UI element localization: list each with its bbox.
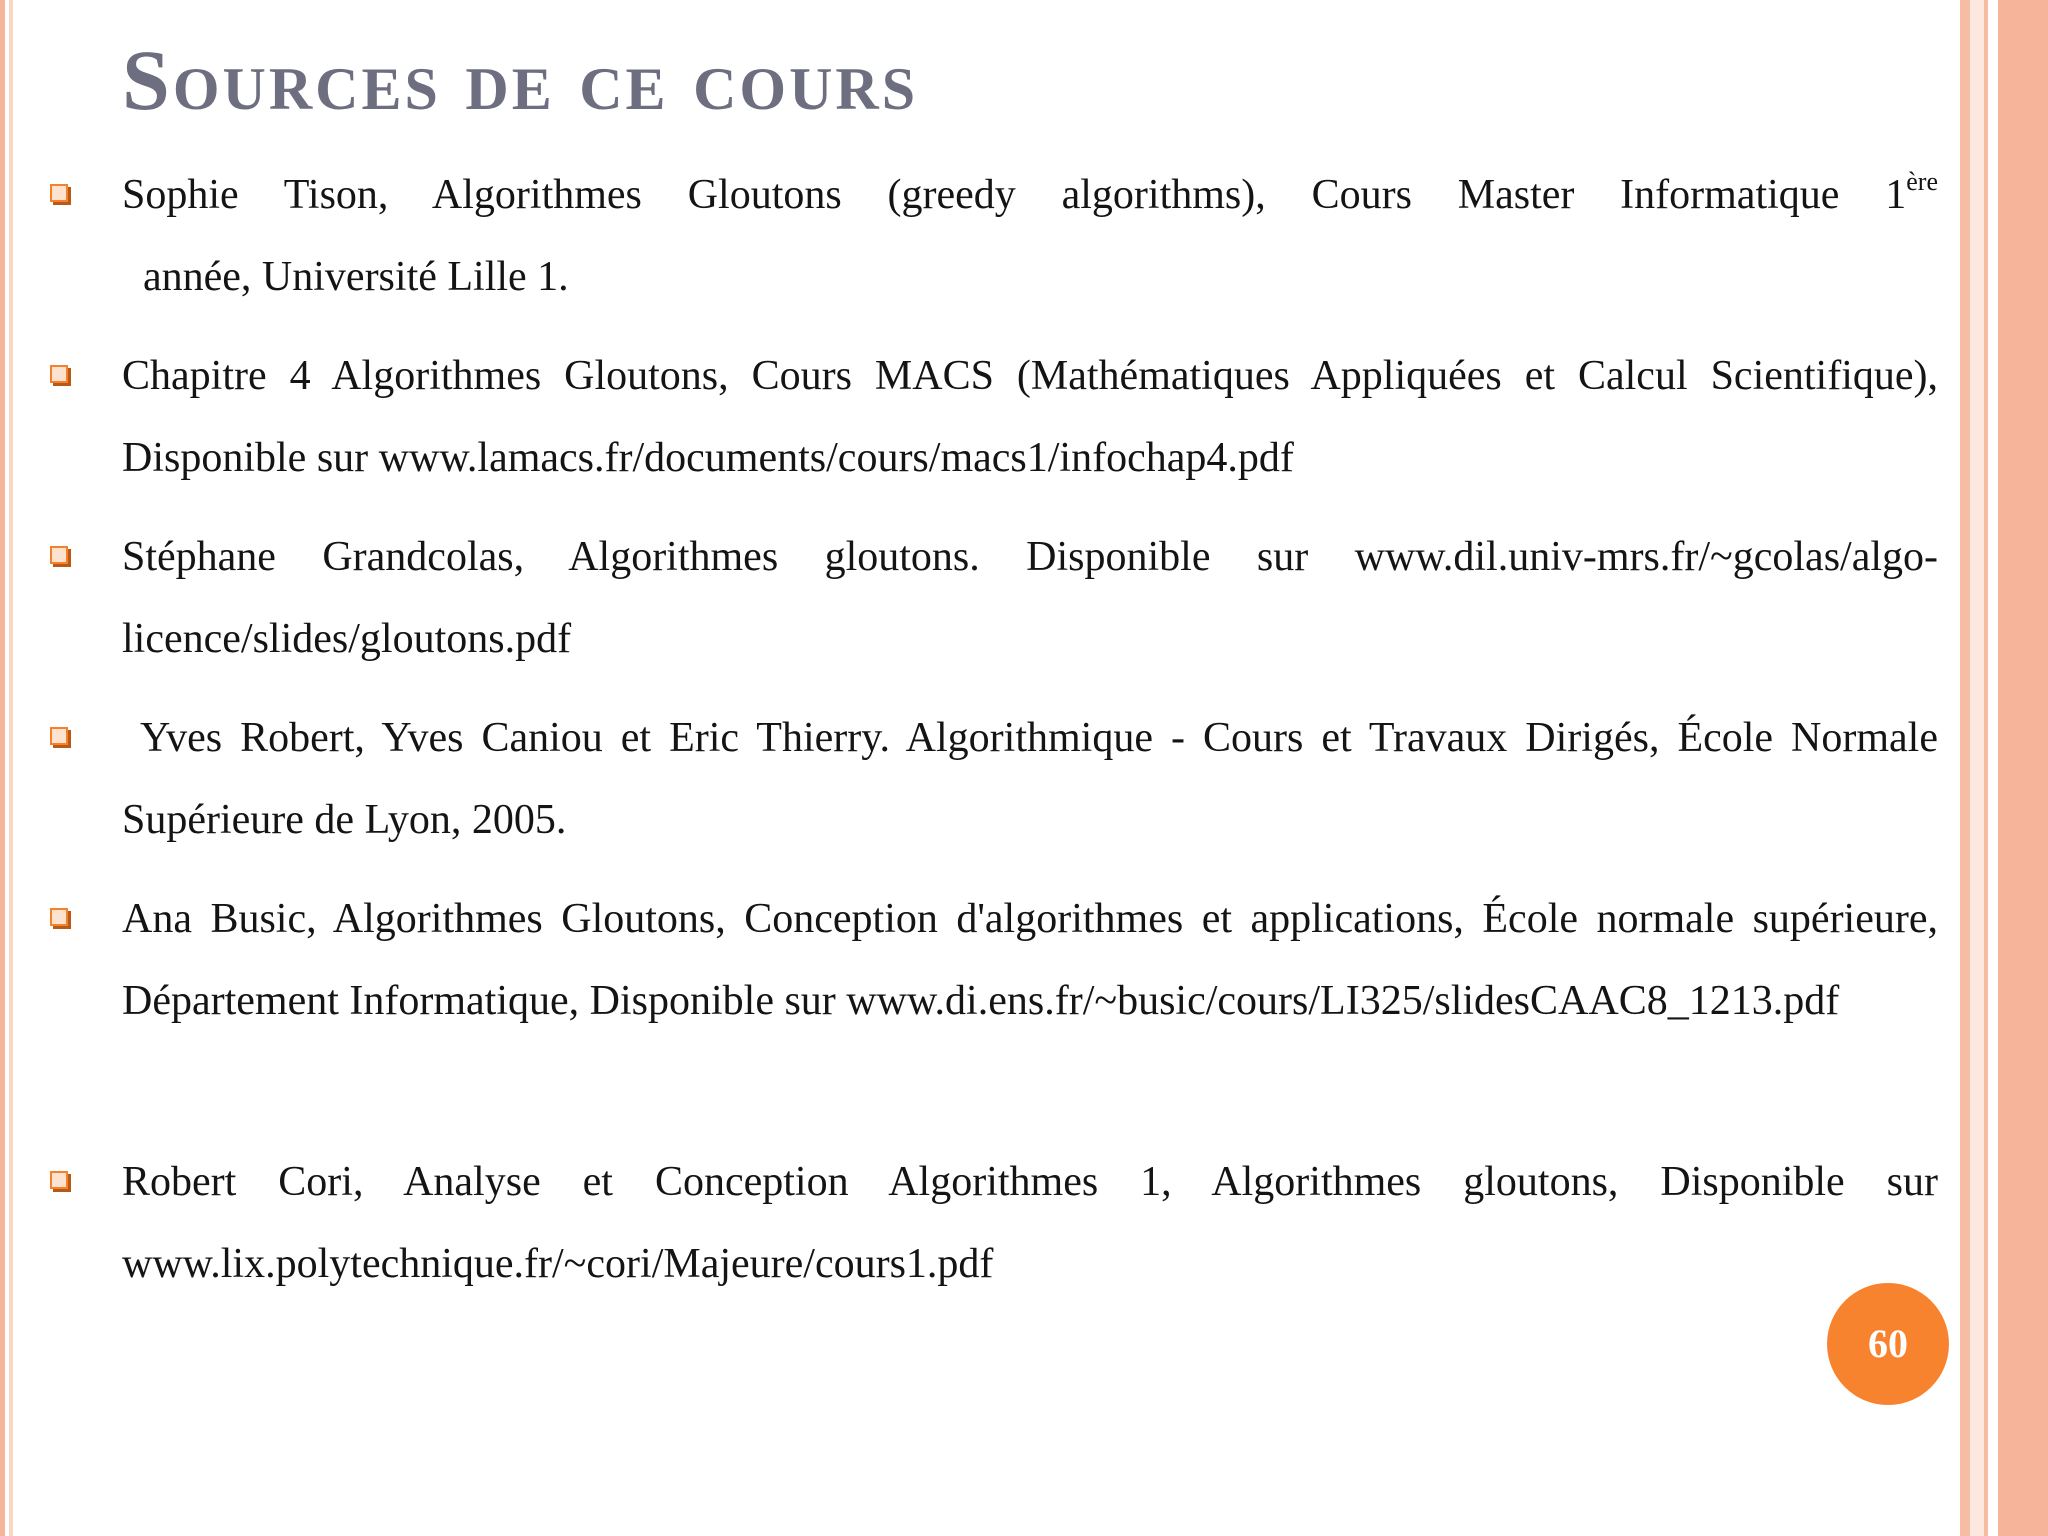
right-border-gap (1988, 0, 1998, 1536)
reference-text: année, Université Lille 1. (122, 254, 569, 300)
right-border-band (1998, 0, 2048, 1536)
reference-text: Chapitre 4 Algorithmes Gloutons, Cours MACS (Mathématiques Appliquées et Calcul Scientifique), Disponible sur www.lamacs.fr/documents/cours/macs1/infochap4.pdf (122, 353, 1938, 481)
left-border-stripe-inner (9, 0, 13, 1536)
reference-text: Robert Cori, Analyse et Conception Algorithmes 1, Algorithmes gloutons, Disponible sur www.lix.polytechnique.fr/~cori/Majeure/cours1.pdf (122, 1159, 1938, 1287)
page-number-badge: 60 (1827, 1283, 1949, 1405)
reference-item (122, 878, 1938, 1042)
square-bullet-icon (50, 1171, 68, 1189)
right-border-stripe (1970, 0, 1984, 1536)
square-bullet-icon (50, 365, 68, 383)
reference-item (122, 697, 1949, 861)
reference-text: Ana Busic, Algorithmes Gloutons, Conception d'algorithmes et applications, École normale supérieure, Département Informatique, Disponible sur www.di.ens.fr/~busic/cours/LI325/slidesCAAC8_1213.pdf (122, 896, 1938, 1024)
square-bullet-icon (50, 184, 68, 202)
left-border-stripe (0, 0, 5, 1536)
square-bullet-icon (50, 908, 68, 926)
reference-item (122, 154, 1938, 318)
reference-text: Yves Robert, Yves Caniou et Eric Thierry. Algorithmique - Cours et Travaux Dirigés, École Normale Supérieure de Lyon, 2005. (122, 715, 1949, 843)
reference-item (122, 516, 1938, 680)
reference-text: Sophie Tison, Algorithmes Gloutons (greedy algorithms), Cours Master Informatique 1 (122, 172, 1907, 218)
square-bullet-icon (50, 546, 68, 564)
slide-title: Sources de ce cours (122, 32, 919, 128)
reference-item (122, 335, 1938, 499)
right-border-stripe (1960, 0, 1970, 1536)
reference-item (122, 1141, 1938, 1305)
ordinal-superscript: ère (1906, 167, 1938, 196)
reference-text: Stéphane Grandcolas, Algorithmes gloutons. Disponible sur www.dil.univ-mrs.fr/~gcolas/algo-licence/slides/gloutons.pdf (122, 534, 1938, 662)
square-bullet-icon (50, 727, 68, 745)
